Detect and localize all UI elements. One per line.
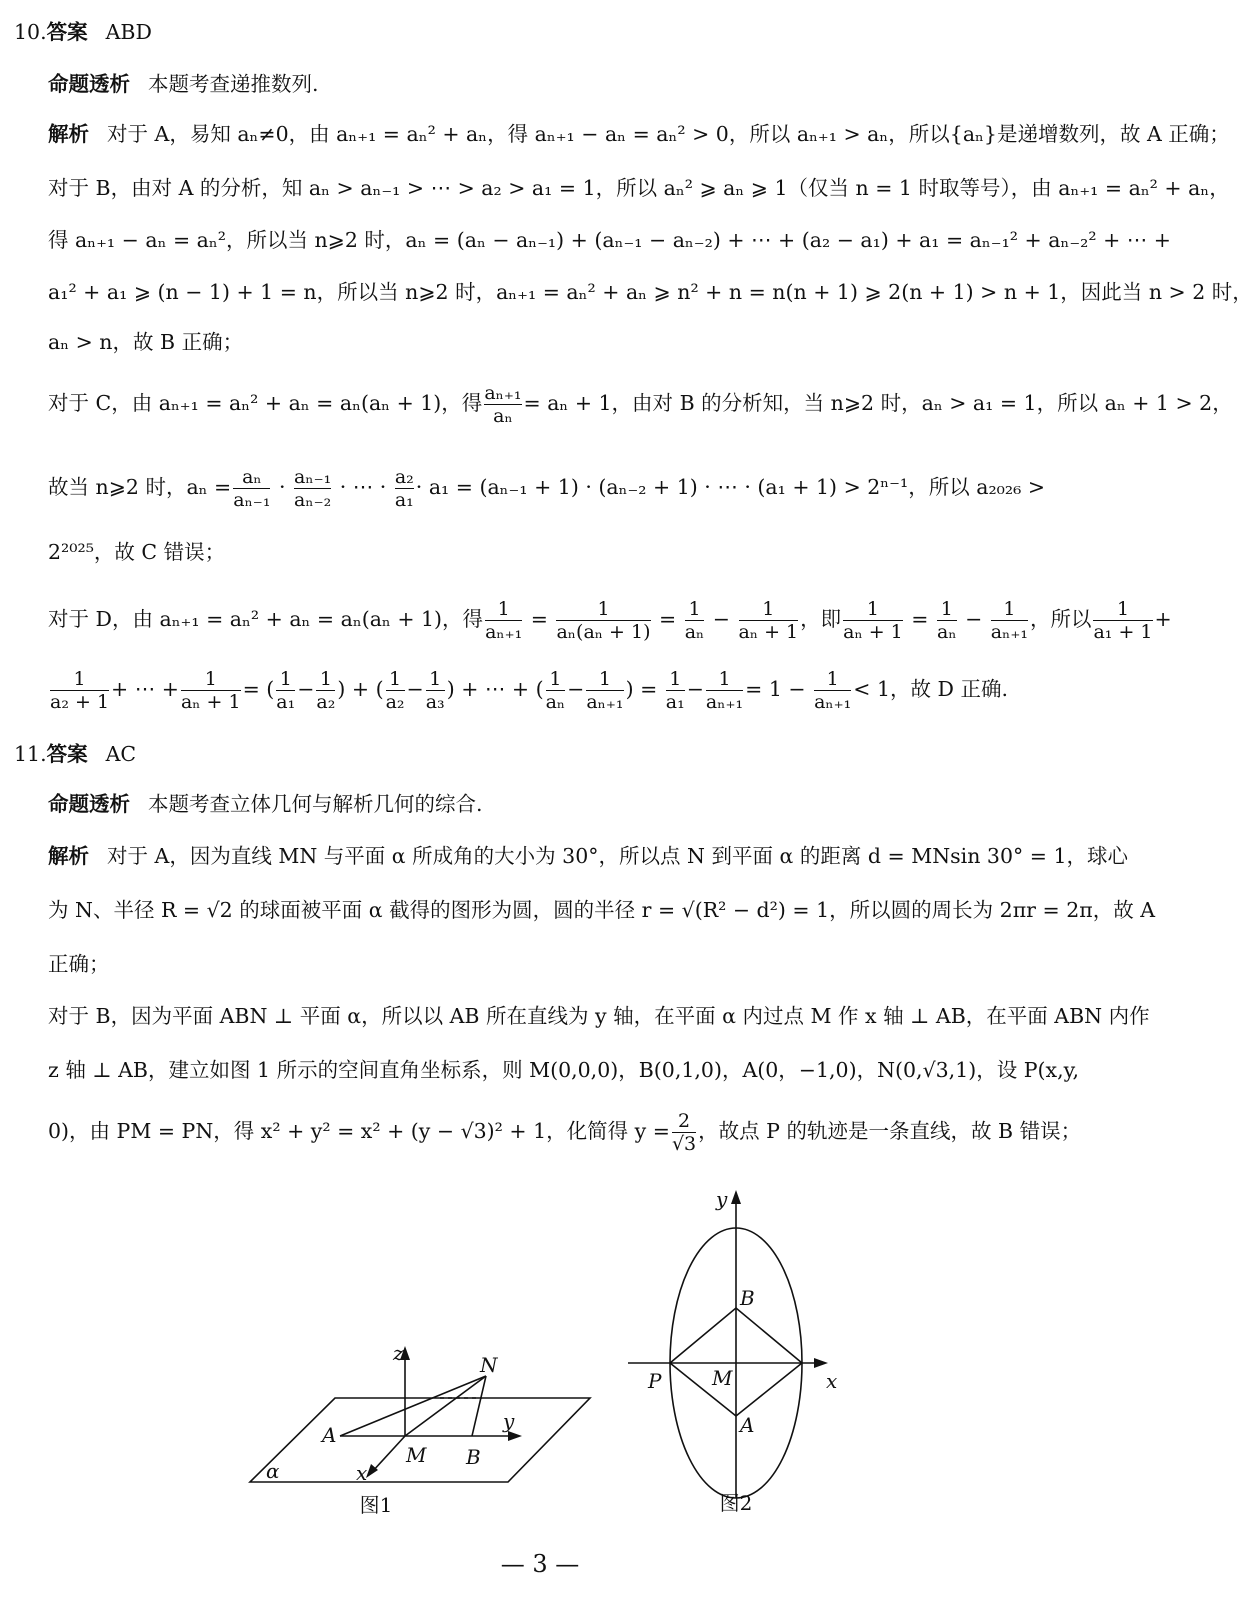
- fraction-c2-2: $\frac{\text{aₙ₋₁}}{\text{aₙ₋₂}}$: [294, 466, 332, 511]
- x-axis: [372, 1436, 405, 1472]
- q10-intent: [48, 70, 319, 98]
- q11-answer: AC: [105, 742, 137, 766]
- fig2-caption: 图2: [719, 1491, 753, 1515]
- fig1-label-A: A: [322, 1423, 337, 1447]
- q10-line-b4: aₙ > n，故 B 正确；: [48, 330, 244, 354]
- fig1-label-alpha: α: [266, 1459, 280, 1483]
- q11-intent-label: 命题透析: [48, 792, 130, 816]
- fig2-label-y: y: [716, 1187, 728, 1211]
- fig1-label-N: N: [480, 1353, 498, 1377]
- q11-line-a3: 正确；: [48, 952, 110, 976]
- fig1-label-B: B: [466, 1445, 481, 1469]
- fig2-label-B: B: [740, 1286, 755, 1310]
- fraction-d1-5: $\frac{1}{\text{aₙ + 1}}$: [843, 598, 903, 643]
- fig1-label-y: y: [503, 1409, 515, 1433]
- q10-answer-label: 答案: [46, 20, 88, 44]
- q11-line-a2: 为 N、半径 R = √2 的球面被平面 α 截得的图形为圆，圆的半径 r = √(R² − d²) = 1，所以圆的周长为 2πr = 2π，故 A: [48, 898, 1156, 922]
- plane-alpha: [250, 1398, 590, 1482]
- q11-line-a1: 对于 A，因为直线 MN 与平面 α 所成角的大小为 30°，所以点 N 到平面 α 的距离 d = MNsin 30° = 1，球心: [107, 844, 1129, 868]
- fraction-d2-2: $\frac{1}{\text{aₙ + 1}}$: [180, 668, 241, 713]
- q11-analysis-label: 解析: [48, 844, 89, 868]
- q11-intent: [48, 790, 483, 818]
- fraction-c2-3: $\frac{\text{a₂}}{\text{a₁}}$: [394, 466, 414, 511]
- q10-line-b3: a₁² + a₁ ⩾ (n − 1) + 1 = n，所以当 n⩾2 时，aₙ₊₁ = aₙ² + aₙ ⩾ n² + n = n(n + 1) ⩾ 2(n + 1) > n + 1，因此当 n > 2 时，: [48, 280, 1253, 304]
- figure-1: [250, 1341, 590, 1517]
- q10-line-a: 对于 A，易知 aₙ≠0，由 aₙ₊₁ = aₙ² + aₙ，得 aₙ₊₁ − aₙ = aₙ² > 0，所以 aₙ₊₁ > aₙ，所以{aₙ}是递增数列，故 A 正确；: [107, 122, 1230, 146]
- q10-analysis-label: 解析: [48, 122, 89, 146]
- fraction-d1-6: $\frac{1}{\text{aₙ}}$: [937, 598, 957, 643]
- fraction-d1-1: $\frac{1}{\text{aₙ₊₁}}$: [485, 598, 523, 643]
- fig1-label-x: x: [356, 1461, 368, 1485]
- q11-line-b3: 0)，由 PM = PN，得 x² + y² = x² + (y − √3)² + 1，化简得 y = $\frac{2}{√3}$ ，故点 P 的轨迹是一条直线，故 B 错误；: [48, 1110, 1082, 1155]
- q11-line-b2: z 轴 ⊥ AB，建立如图 1 所示的空间直角坐标系，则 M(0,0,0)，B(0,1,0)，A(0，−1,0)，N(0,√3,1)，设 P(x,y,: [48, 1058, 1079, 1082]
- q10-number: 10.: [14, 20, 47, 44]
- fraction-d1-2: $\frac{1}{\text{aₙ(aₙ + 1)}}$: [556, 598, 651, 643]
- q11-answer-label: 答案: [46, 742, 88, 766]
- figure-2: [628, 1187, 837, 1515]
- fig2-y-arrow-icon: [731, 1190, 741, 1204]
- q10-answer: ABD: [105, 20, 152, 44]
- fig1-label-M: M: [406, 1443, 427, 1467]
- fig2-label-A: A: [740, 1413, 755, 1437]
- q10-intent-label: 命题透析: [48, 72, 130, 96]
- q10-intent-text: 本题考查递推数列.: [148, 72, 319, 96]
- fig2-label-M: M: [712, 1366, 733, 1390]
- q10-line-c1: 对于 C，由 aₙ₊₁ = aₙ² + aₙ = aₙ(aₙ + 1)，得 $\frac{\text{aₙ₊₁}}{\text{aₙ}}$ = aₙ + 1，由对 B 的分析知，当 n⩾2 时，aₙ > a₁ = 1，所以 aₙ + 1 > 2，: [48, 382, 1233, 427]
- q11-number: 11.: [14, 742, 47, 766]
- fig1-label-z: z: [393, 1341, 404, 1365]
- q10-line-b2: 得 aₙ₊₁ − aₙ = aₙ²，所以当 n⩾2 时，aₙ = (aₙ − aₙ₋₁) + (aₙ₋₁ − aₙ₋₂) + ⋯ + (a₂ − a₁) + a₁ = aₙ₋₁² + aₙ₋₂² + ⋯ +: [48, 228, 1171, 252]
- q10-header: [14, 18, 152, 46]
- fig1-caption: 图1: [359, 1493, 393, 1517]
- q11-line-b1: 对于 B，因为平面 ABN ⊥ 平面 α，所以以 AB 所在直线为 y 轴，在平面 α 内过点 M 作 x 轴 ⊥ AB，在平面 ABN 内作: [48, 1004, 1150, 1028]
- fraction-d1-4: $\frac{1}{\text{aₙ + 1}}$: [738, 598, 799, 643]
- fig2-label-P: P: [648, 1369, 662, 1393]
- figures: [0, 1180, 1080, 1540]
- fraction-d1-8: $\frac{1}{\text{a₁ + 1}}$: [1093, 598, 1153, 643]
- fraction-b3: $\frac{2}{√3}$: [671, 1110, 697, 1155]
- q10-analysis-line-1: [48, 120, 1230, 148]
- q10-line-d2: $\frac{1}{\text{a₂ + 1}}$ + ⋯ + $\frac{1}{\text{aₙ + 1}}$ = ( $\frac{1}{\text{a₁}}$ − $\frac{1}{\text{a₂}}$ ) + ( $\frac{1}{\text{a₂}}$ − $\frac{1}{\text{a₃}}$ ) + ⋯ + ( $\frac{1}{\text{aₙ}}$ − $\frac{1}{\text{aₙ₊₁}}$ ) = $\frac{1}{\text{a₁}}$ − $\frac{1}{\text{aₙ₊₁}}$ = 1 − $\frac{1}{\text{aₙ₊₁}}$ < 1，故 D 正确.: [50, 668, 1009, 713]
- fraction-c2-1: $\frac{\text{aₙ}}{\text{aₙ₋₁}}$: [233, 466, 271, 511]
- q10-line-d1: 对于 D，由 aₙ₊₁ = aₙ² + aₙ = aₙ(aₙ + 1)，得 $\frac{1}{\text{aₙ₊₁}}$ = $\frac{1}{\text{aₙ(aₙ + 1)}}$ = $\frac{1}{\text{aₙ}}$ − $\frac{1}{\text{aₙ + 1}}$ ，即 $\frac{1}{\text{aₙ + 1}}$ = $\frac{1}{\text{aₙ}}$ − $\frac{1}{\text{aₙ₊₁}}$ ，所以 $\frac{1}{\text{a₁ + 1}}$ +: [48, 598, 1172, 643]
- x-arrow-icon: [366, 1464, 378, 1478]
- q11-analysis-line-1: [48, 842, 1128, 870]
- q11-intent-text: 本题考查立体几何与解析几何的综合.: [148, 792, 483, 816]
- fig2-x-arrow-icon: [814, 1358, 828, 1368]
- q10-line-c2: 故当 n⩾2 时，aₙ = $\frac{\text{aₙ}}{\text{aₙ₋₁}}$ · $\frac{\text{aₙ₋₁}}{\text{aₙ₋₂}}$ · ⋯ · $\frac{\text{a₂}}{\text{a₁}}$ · a₁ = (aₙ₋₁ + 1) · (aₙ₋₂ + 1) · ⋯ · (a₁ + 1) > 2ⁿ⁻¹，所以 a₂₀₂₆ >: [48, 466, 1046, 511]
- q10-line-b1: 对于 B，由对 A 的分析，知 aₙ > aₙ₋₁ > ⋯ > a₂ > a₁ = 1，所以 aₙ² ⩾ aₙ ⩾ 1（仅当 n = 1 时取等号），由 aₙ₊₁ = aₙ² + aₙ，: [48, 176, 1230, 200]
- q11-header: [14, 740, 136, 768]
- segment-AN: [340, 1376, 486, 1436]
- page-number: — 3 —: [500, 1550, 580, 1578]
- fig2-label-x: x: [826, 1369, 838, 1393]
- fraction-d2-1: $\frac{1}{\text{a₂ + 1}}$: [50, 668, 110, 713]
- q10-line-c3: 2²⁰²⁵，故 C 错误；: [48, 540, 226, 564]
- fraction-d1-7: $\frac{1}{\text{aₙ₊₁}}$: [990, 598, 1028, 643]
- fraction-c1: $\frac{\text{aₙ₊₁}}{\text{aₙ}}$: [484, 382, 522, 427]
- fraction-d1-3: $\frac{1}{\text{aₙ}}$: [684, 598, 705, 643]
